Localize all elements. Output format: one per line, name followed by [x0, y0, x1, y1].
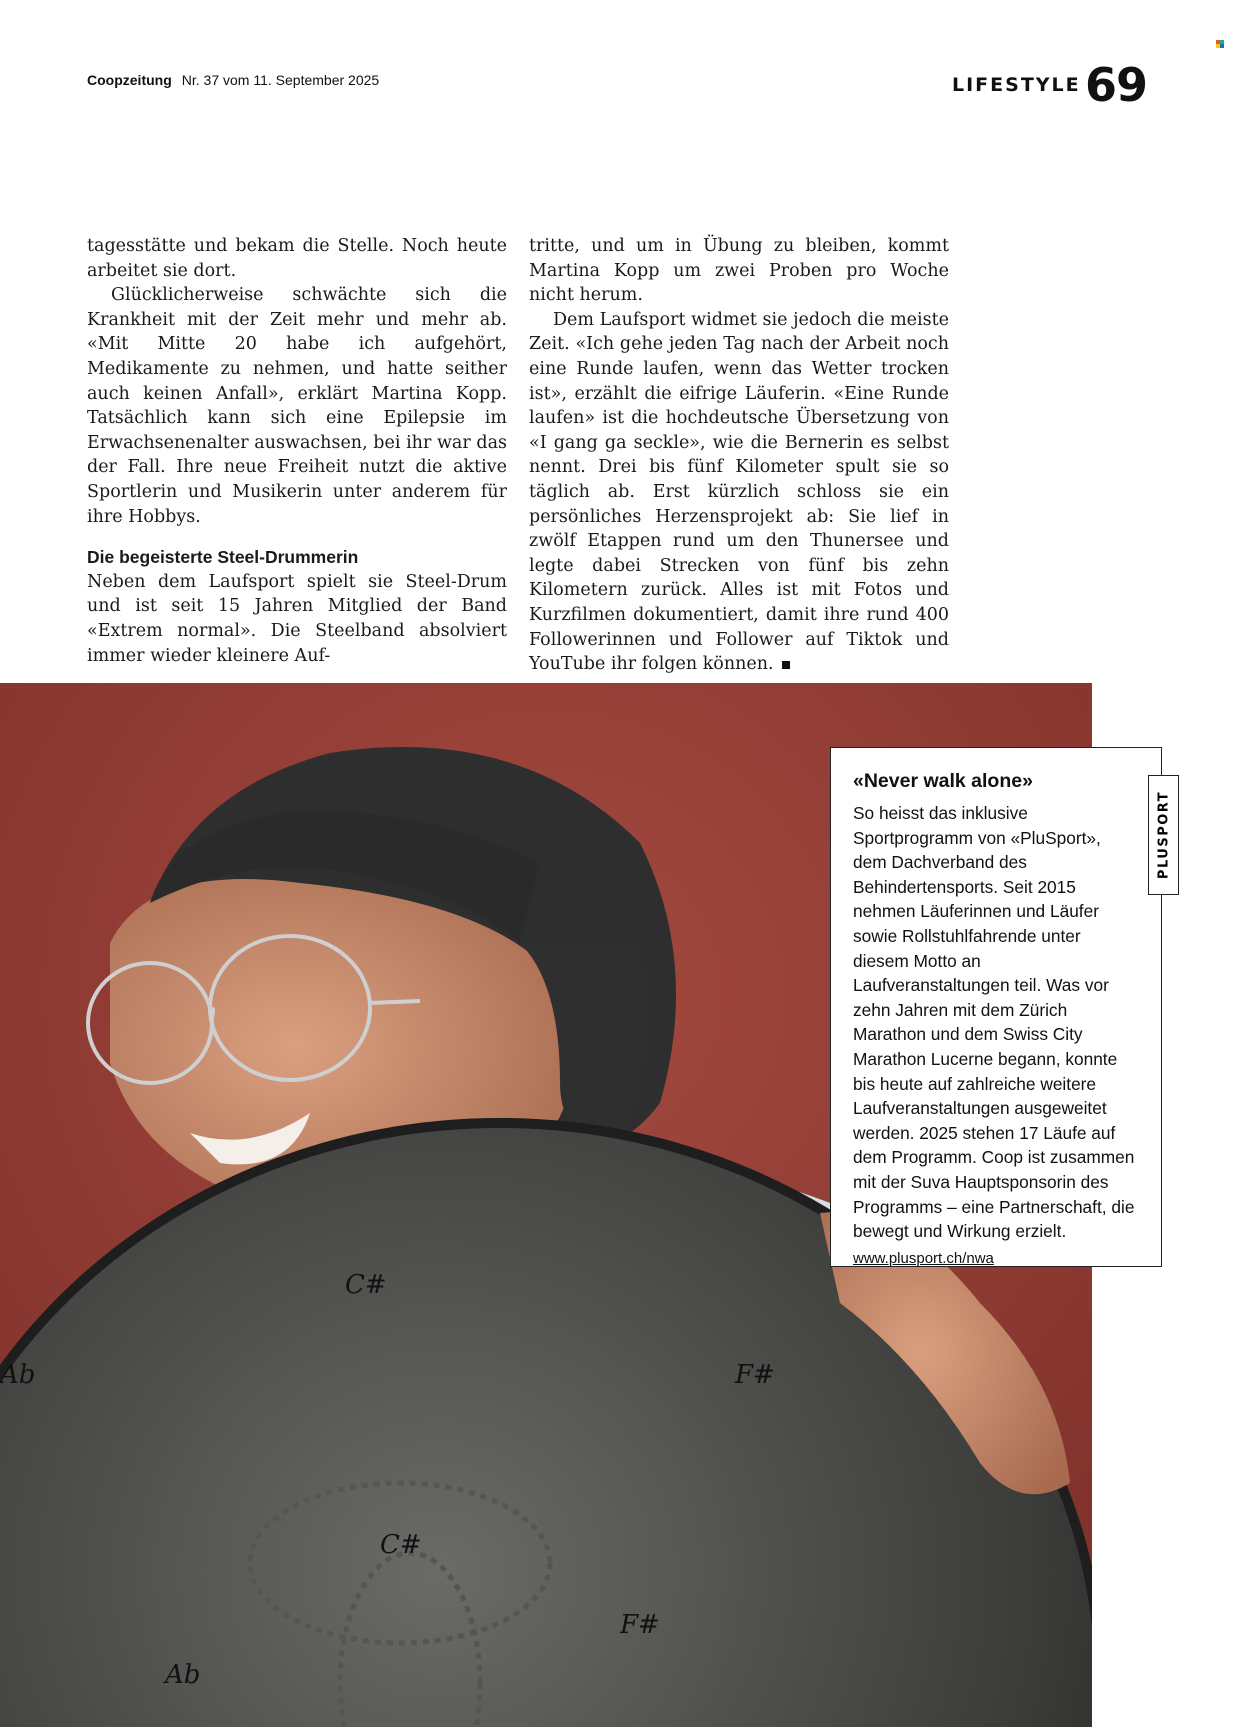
paragraph: Neben dem Laufsport spielt sie Steel-Drum und ist seit 15 Jahren Mitglied der Band «Extrem normal». Die Steelband absolviert immer wieder kleinere Auf- — [87, 571, 507, 666]
drum-note: Ab — [0, 1360, 36, 1390]
infobox-link[interactable]: www.plusport.ch/nwa — [853, 1249, 994, 1267]
drum-note: Ab — [165, 1660, 201, 1690]
drum-note: F# — [620, 1610, 660, 1640]
paragraph-last — [529, 308, 949, 677]
end-mark-icon — [782, 661, 790, 669]
paragraph: Glücklicherweise schwächte sich die Krankheit mit der Zeit mehr und mehr ab. «Mit Mitte 20 habe ich aufgehört, Medikamente zu nehmen, und hatte seither auch keinen Anfall», erklärt Martina Kopp. Tatsächlich kann sich eine Epilepsie im Erwachsenenalter auswachsen, bei ihr war das der Fall. Ihre neue Freiheit nutzt die aktive Sportlerin und Musikerin unter anderem für ihre Hobbys. — [87, 285, 507, 527]
plusport-tag — [1148, 775, 1179, 895]
infobox-body: So heisst das inklusive Sportprogramm von «PluSport», dem Dachverband des Behindertensports. Seit 2015 nehmen Läuferinnen und Läufer sowie Rollstuhlfahrende unter diesem Motto an Laufveranstaltungen teil. Was vor zehn Jahren mit dem Zürich Marathon und dem Swiss City Marathon Lucerne begann, konnte bis heute auf zahlreiche weitere Laufveranstaltungen ausgeweitet werden. 2025 stehen 17 Läufe auf dem Programm. Coop ist zusammen mit der Suva Hauptsponsorin des Programms – eine Partnerschaft, die bewegt und Wirkung erzielt. — [853, 803, 1135, 1242]
infobox — [830, 747, 1162, 1267]
paragraph-text: Dem Laufsport widmet sie jedoch die meiste Zeit. «Ich gehe jeden Tag nach der Arbeit noch eine Runde laufen, wenn das Wetter trocken ist», erzählt die eifrige Läuferin. «Eine Runde laufen» ist die hochdeutsche Übersetzung von «I gang ga seckle», wie die Bernerin es selbst nennt. Drei bis fünf Kilometer spult sie so täglich ab. Erst kürzlich schloss sie ein persönliches Herzensprojekt ab: Sie lief in zwölf Etappen rund um den Thunersee und legte dabei Strecken von fünf bis zehn Kilometern zurück. Alles ist mit Fotos und Kurzfilmen dokumentiert, damit ihre rund 400 Followerinnen und Follower auf Tiktok und YouTube ihr folgen können. — [529, 309, 949, 675]
paragraph: tagesstätte und bekam die Stelle. Noch heute arbeitet sie dort. — [87, 236, 507, 281]
drum-note: C# — [380, 1530, 422, 1560]
article-column-2 — [529, 234, 949, 677]
paragraph: tritte, und um in Übung zu bleiben, kommt Martina Kopp um zwei Proben pro Woche nicht herum. — [529, 236, 949, 306]
issue-date: Nr. 37 vom 11. September 2025 — [181, 72, 380, 88]
publication-name: Coopzeitung — [87, 72, 172, 88]
plusport-tag-label: PLUSPORT — [1156, 790, 1171, 880]
page-header — [87, 72, 379, 88]
drum-note: F# — [735, 1360, 775, 1390]
page-number: 69 — [1085, 58, 1148, 112]
drum-note: C# — [345, 1270, 387, 1300]
section-label: LIFESTYLE — [952, 74, 1081, 96]
article-column-1 — [87, 234, 507, 668]
subheading: Die begeisterte Steel-Drummerin — [87, 547, 359, 568]
corner-dots — [1216, 35, 1224, 43]
infobox-title: «Never walk alone» — [853, 770, 1033, 792]
